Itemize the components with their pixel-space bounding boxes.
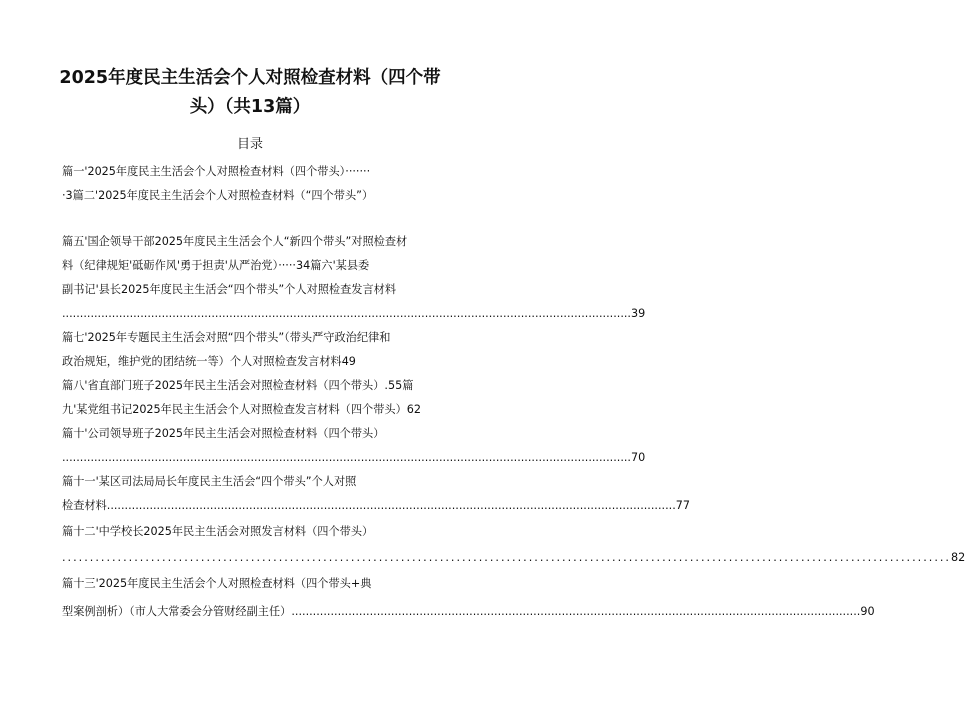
toc-line[interactable]: 篇十三'2025年度民主生活会个人对照检查材料（四个带头+典 [62, 577, 372, 590]
toc-leader-line[interactable] [62, 498, 691, 514]
dot-leader: ................................................................................................................................................................ [62, 451, 631, 464]
toc-line[interactable]: 副书记'县长2025年度民主生活会“四个带头”个人对照检查发言材料 [62, 283, 397, 296]
toc-line[interactable]: 篇十'公司领导班子2025年民主生活会对照检查材料（四个带头） [62, 427, 385, 440]
toc-line[interactable]: 篇十一'某区司法局局长年度民主生活会“四个带头”个人对照 [62, 475, 357, 488]
toc-leader-line[interactable] [62, 306, 646, 322]
toc-leader-line[interactable] [62, 604, 875, 620]
toc-line[interactable]: 篇七'2025年专题民主生活会对照“四个带头”（带头严守政治纪律和 [62, 331, 391, 344]
dot-leader: ................................................................................................................................................................ [291, 605, 861, 618]
toc-line[interactable]: 篇五'国企领导干部2025年度民主生活会个人“新四个带头”对照检查材 [62, 235, 408, 248]
toc-line[interactable]: 篇八'省直部门班子2025年民主生活会对照检查材料（四个带头）.55篇 [62, 379, 414, 392]
toc-line-lead: 检查材料 [62, 499, 107, 512]
page-number: 90 [860, 605, 875, 618]
toc-leader-line[interactable] [62, 550, 965, 566]
toc-leader-line[interactable] [62, 450, 646, 466]
toc-line[interactable]: 篇一'2025年度民主生活会个人对照检查材料（四个带头）······· [62, 165, 371, 178]
dot-leader: ................................................................................................................................................................ [62, 307, 631, 320]
page-number: 77 [675, 499, 691, 512]
document-title [40, 64, 460, 122]
page-number: 70 [631, 451, 646, 464]
toc-line[interactable]: ·3篇二'2025年度民主生活会个人对照检查材料（“四个带头”） [62, 189, 374, 202]
toc-line-lead: 型案例剖析）（市人大常委会分管财经副主任） [62, 605, 292, 618]
toc-line[interactable]: 料（纪律规矩'砥砺作风'勇于担责'从严治党）·····34篇六'某县委 [62, 259, 370, 272]
toc-line[interactable]: 九'某党组书记2025年民主生活会个人对照检查发言材料（四个带头）62 [62, 403, 422, 416]
page-number: 39 [631, 307, 646, 320]
title-line-1: 2025年度民主生活会个人对照检查材料（四个带 [59, 68, 441, 88]
page-number: 82 [951, 551, 965, 564]
toc-heading: 目录 [236, 137, 263, 152]
toc-line[interactable]: 政治规矩，维护党的团结统一等）个人对照检查发言材料49 [62, 355, 356, 368]
title-line-2: 头）（共13篇） [189, 97, 311, 117]
toc-line[interactable]: 篇十二'中学校长2025年民主生活会对照发言材料（四个带头） [62, 525, 374, 538]
dot-leader: ................................................................................................................................................................ [62, 551, 951, 564]
dot-leader: ................................................................................................................................................................ [106, 499, 676, 512]
